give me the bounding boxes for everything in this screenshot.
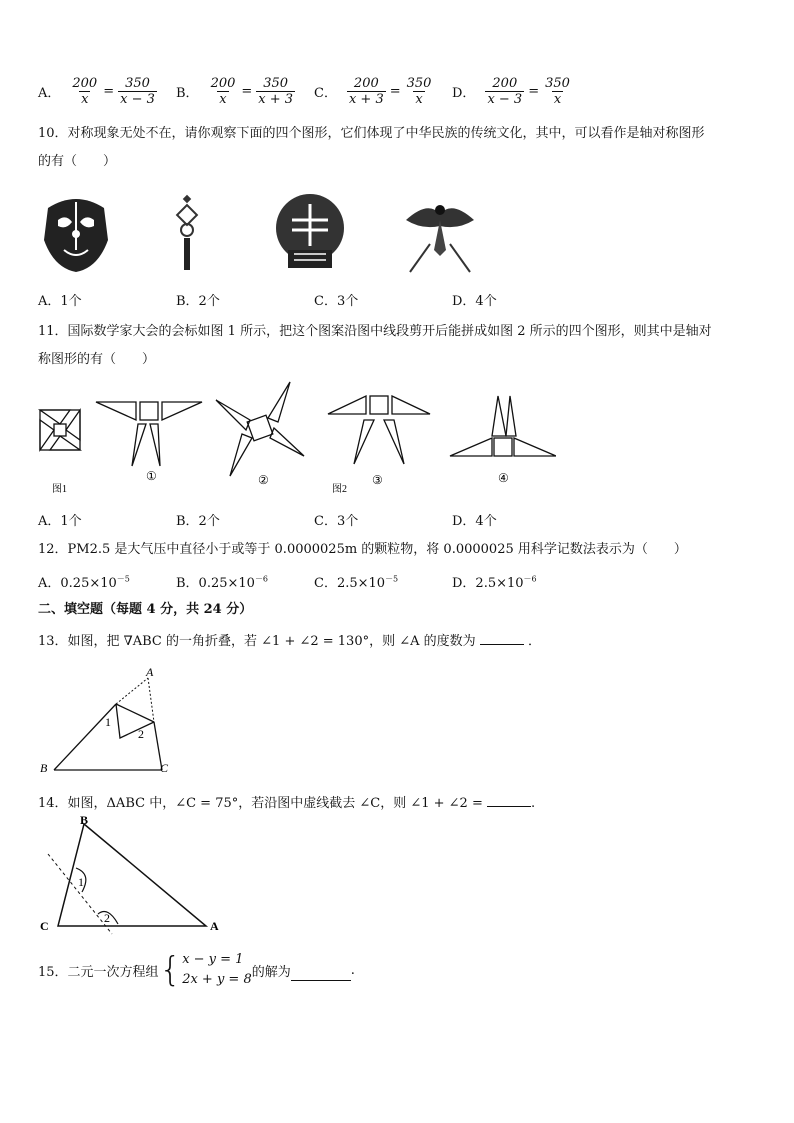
q12-option-a: A．$0.25\times 10^{-5}$ <box>38 574 130 591</box>
q10-figures <box>38 190 518 274</box>
system-brace: { <box>159 950 182 990</box>
q9-option-c: C． $\frac{200}{x + 3}$ = $\frac{350}{x}$ <box>314 76 432 107</box>
q9-option-d: D． $\frac{200}{x - 3}$ = $\frac{350}{x}$ <box>452 76 570 107</box>
q14-label-c: C <box>40 919 49 933</box>
figure-option-2 <box>216 382 304 476</box>
q12-option-b: B．$0.25\times 10^{-6}$ <box>176 574 269 591</box>
figure-label-4: ④ <box>498 471 509 485</box>
q14-figure <box>36 814 226 936</box>
equation-system <box>182 950 252 990</box>
q9-option-a: A． $\frac{200}{x}$ = $\frac{350}{x - 3}$ <box>38 76 155 107</box>
q11-option-b: B．2个 <box>176 514 220 529</box>
q14-label-b: B <box>80 814 89 827</box>
q10-option-b: B．2个 <box>176 294 220 309</box>
q10-option-a: A．1个 <box>38 294 82 309</box>
q11-option-a: A．1个 <box>38 514 82 529</box>
kite-image <box>406 205 474 272</box>
figure-2-label: 图2 <box>332 484 347 495</box>
q14-question: 14．如图，ΔABC 中，∠C = 75°，若沿图中虚线截去 ∠C，则 ∠1 + ∠2 = . <box>38 796 536 811</box>
q12-option-c: C．$2.5\times 10^{-5}$ <box>314 574 399 591</box>
q12-question: 12．PM2.5 是大气压中直径小于或等于 0.0000025m 的颗粒物，将 0.0000025 用科学记数法表示为（ ） <box>38 542 687 557</box>
q11-question: 11．国际数学家大会的会标如图 1 所示，把这个图案沿图中线段剪开后能拼成如图 2 所示的四个图形，则其中是轴对 称图形的有（ ） <box>38 324 712 367</box>
q13-angle-2: 2 <box>138 727 144 741</box>
paper-cut-image <box>276 194 344 268</box>
q15-answer-blank[interactable] <box>291 968 351 981</box>
q10-option-d: D．4个 <box>452 294 497 309</box>
q12-option-d: D．$2.5\times 10^{-6}$ <box>452 574 537 591</box>
q10-option-c: C．3个 <box>314 294 359 309</box>
q9-option-b: B． $\frac{200}{x}$ = $\frac{350}{x + 3}$ <box>176 76 294 107</box>
q13-label-a: A <box>146 665 154 679</box>
figure-label-3: ③ <box>372 473 383 487</box>
figure-1-pinwheel-square <box>40 410 80 450</box>
q15-question: 15．二元一次方程组 { x − y = 1 2x + y = 8 的解为 . <box>38 950 355 990</box>
q11-option-d: D．4个 <box>452 514 497 529</box>
figure-label-1: ① <box>146 469 157 483</box>
q11-figures <box>36 380 556 496</box>
figure-option-1 <box>96 402 202 466</box>
q13-figure <box>36 664 186 780</box>
figure-option-4 <box>450 396 556 456</box>
q13-label-b: B <box>40 761 48 775</box>
q14-answer-blank[interactable] <box>487 794 531 807</box>
q14-label-a: A <box>210 919 219 933</box>
q13-angle-1: 1 <box>105 715 111 729</box>
q11-option-c: C．3个 <box>314 514 359 529</box>
q14-angle-2: 2 <box>104 911 110 925</box>
q13-label-c: C <box>160 761 169 775</box>
figure-option-3 <box>328 396 430 464</box>
chinese-knot-image <box>177 195 197 270</box>
equation-2: 2x + y = 8 <box>182 972 252 987</box>
q14-angle-1: 1 <box>78 875 84 889</box>
figure-1-label: 图1 <box>52 484 67 495</box>
q13-question: 13．如图，把 ∇ABC 的一角折叠，若 ∠1 + ∠2 = 130°，则 ∠A 的度数为 ． <box>38 634 541 649</box>
equation-1: x − y = 1 <box>182 952 244 967</box>
q13-answer-blank[interactable] <box>480 632 524 645</box>
figure-label-2: ② <box>258 473 269 487</box>
q10-question: 10．对称现象无处不在，请你观察下面的四个图形，它们体现了中华民族的传统文化，其中，可以看作是轴对称图形 的有（ ） <box>38 126 705 169</box>
section-heading: 二、填空题（每题 4 分，共 24 分） <box>38 602 253 617</box>
opera-mask-image <box>44 199 108 272</box>
